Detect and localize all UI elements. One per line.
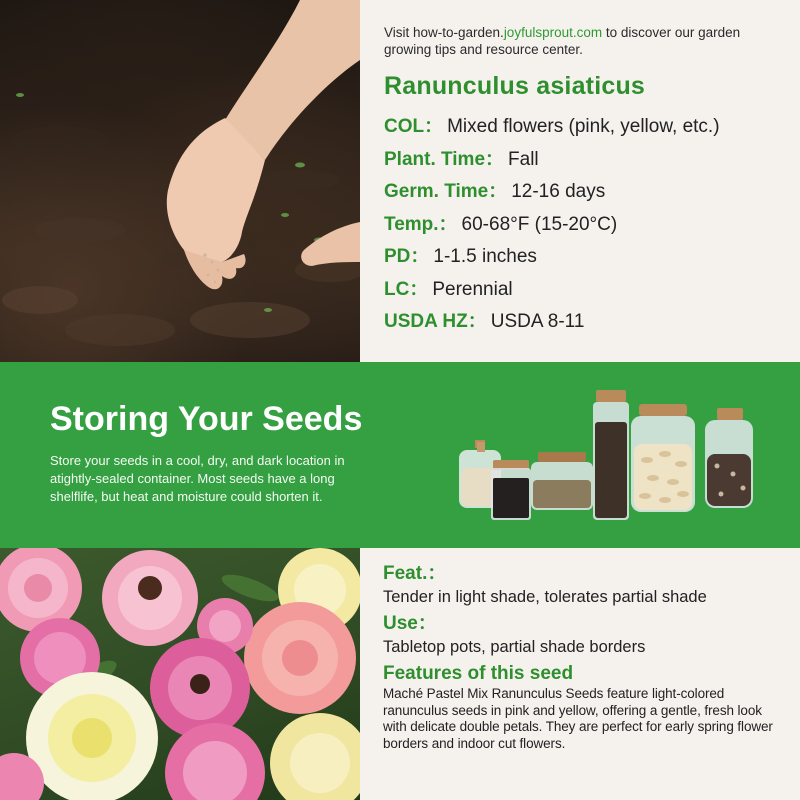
pink-ranunculus-top	[102, 550, 198, 646]
spec-planting-time	[384, 144, 784, 177]
seed-jars-image	[455, 382, 765, 527]
seed-features-label: Features of this seed	[383, 663, 574, 684]
use-text: Tabletop pots, partial shade borders	[383, 638, 646, 656]
spec-value: 1-1.5 inches	[433, 246, 537, 267]
spec-planting-depth	[384, 241, 784, 274]
top-section	[0, 0, 800, 362]
spec-value: Mixed flowers (pink, yellow, etc.)	[447, 116, 720, 137]
jar-dark-seeds	[491, 460, 531, 520]
ranunculus-flowers-photo	[0, 548, 360, 800]
spec-key: USDA HZ：	[384, 311, 487, 332]
plant-info-panel	[384, 24, 784, 339]
spec-value: Fall	[508, 148, 539, 170]
jar-tall-dark-seeds	[593, 390, 629, 520]
spec-value: USDA 8-11	[490, 311, 585, 332]
magenta-ranunculus-center	[150, 638, 250, 738]
storing-seeds-text: Store your seeds in a cool, dry, and dark location in atightly-sealed container. Most seeds have a long shelflife, but heat and moisture could shorten it.	[50, 453, 345, 504]
cream-ranunculus-large	[26, 672, 158, 800]
jar-mixed-beans	[705, 408, 753, 508]
visit-suffix: to discover our garden growing tips and resource center.	[384, 25, 741, 57]
visit-website-text	[384, 24, 784, 58]
spec-key: LC：	[384, 278, 429, 300]
spec-key: Plant. Time：	[384, 148, 505, 170]
spec-key: PD：	[384, 246, 430, 267]
hand-sowing-seeds-photo	[0, 0, 360, 362]
jar-pumpkin-seeds	[631, 404, 695, 512]
storing-seeds-title: Storing Your Seeds	[50, 400, 363, 438]
feat-label: Feat.：	[383, 563, 447, 584]
use-label: Use：	[383, 613, 437, 634]
plant-name: Ranunculus asiaticus	[384, 72, 646, 100]
spec-key: Temp.：	[384, 213, 458, 235]
seed-features-text: Maché Pastel Mix Ranunculus Seeds feature light-colored ranunculus seeds in pink and yellow, offering a gentle, fresh look with delicate double petals. They are perfect for early spring flower borders and indoor cut flowers.	[383, 686, 773, 751]
spec-temperature	[384, 209, 784, 242]
spec-color	[384, 111, 784, 144]
spec-hardiness-zone	[384, 306, 784, 339]
visit-prefix: Visit how-to-garden.	[384, 25, 504, 40]
spec-value: Perennial	[432, 278, 513, 300]
storing-seeds-band	[0, 362, 800, 548]
spec-key: Germ. Time：	[384, 181, 508, 202]
peach-ranunculus	[244, 602, 356, 714]
spec-germination-time	[384, 176, 784, 209]
feat-text: Tender in light shade, tolerates partial shade	[383, 588, 707, 606]
jar-fine-seeds	[531, 452, 593, 510]
yellow-ranunculus-bottom	[270, 713, 360, 800]
pink-ranunculus-bottom	[165, 723, 265, 800]
bottom-section	[0, 548, 800, 800]
spec-value: 60-68°F (15-20°C)	[461, 213, 618, 235]
website-link[interactable]: joyfulsprout.com	[503, 25, 603, 40]
spec-value: 12-16 days	[511, 181, 606, 202]
plant-features-panel	[383, 562, 788, 752]
spec-life-cycle	[384, 274, 784, 307]
spec-key: COL：	[384, 116, 444, 137]
